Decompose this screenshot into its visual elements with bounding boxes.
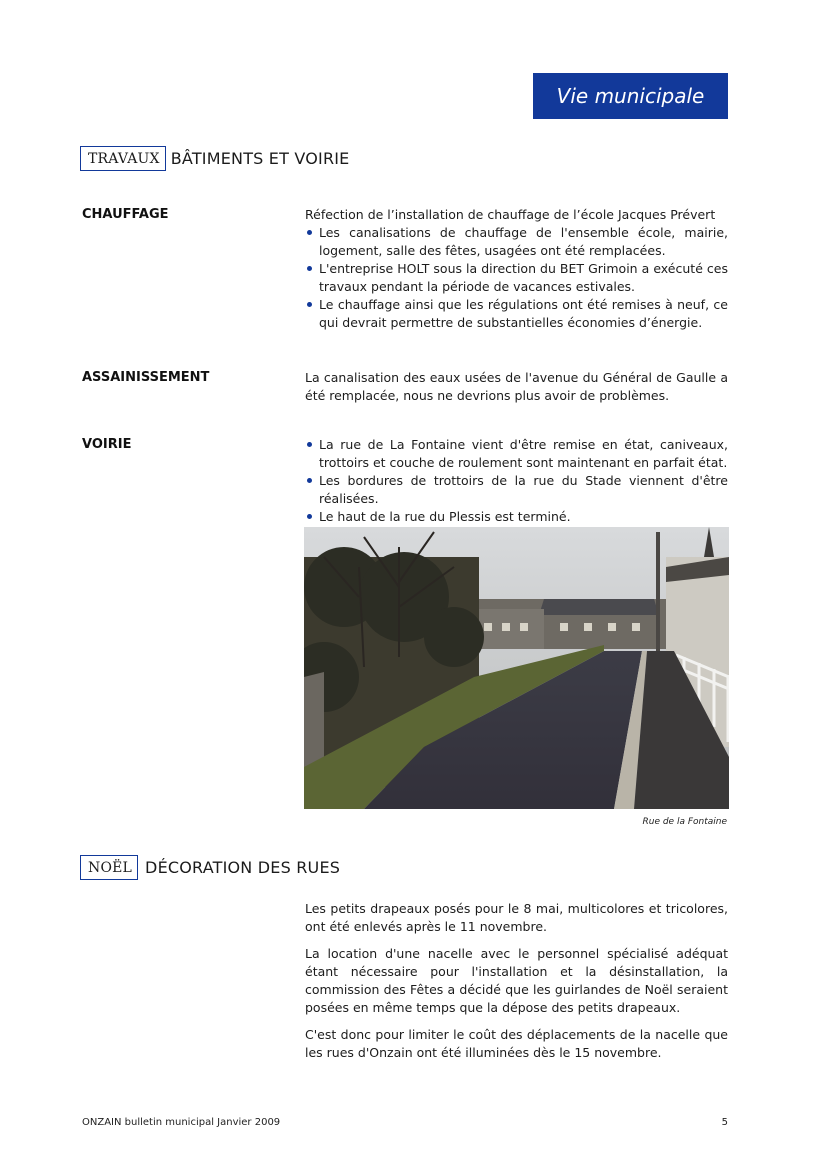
- list-item: Les canalisations de chauffage de l'ensemble école, mairie, logement, salle des fêtes, usagées ont été remplacées.: [305, 224, 728, 260]
- voirie-list: [305, 436, 728, 526]
- footer-publication: ONZAIN bulletin municipal Janvier 2009: [82, 1117, 281, 1128]
- list-item: La rue de La Fontaine vient d'être remise en état, caniveaux, trottoirs et couche de roulement sont maintenant en parfait état.: [305, 436, 728, 472]
- chauffage-list: [305, 224, 728, 332]
- banner-title: Vie municipale: [556, 84, 705, 108]
- noel-title: DÉCORATION DES RUES: [145, 858, 341, 877]
- chauffage-body: [305, 206, 728, 332]
- street-photo: [304, 527, 729, 809]
- noel-tag: NOËL: [80, 855, 138, 880]
- assainissement-text: La canalisation des eaux usées de l'avenue du Général de Gaulle a été remplacée, nous ne devrions plus avoir de problèmes.: [305, 370, 728, 403]
- bullet-icon: [307, 302, 312, 307]
- page-number: 5: [721, 1117, 728, 1128]
- noel-paragraph: C'est donc pour limiter le coût des déplacements de la nacelle que les rues d'Onzain ont été illuminées dès le 15 novembre.: [305, 1027, 728, 1060]
- chauffage-label: CHAUFFAGE: [82, 207, 169, 222]
- assainissement-body: [305, 369, 728, 405]
- bullet-icon: [307, 442, 312, 447]
- bullet-icon: [307, 230, 312, 235]
- travaux-heading: [80, 146, 350, 171]
- voirie-body: [305, 436, 728, 526]
- chauffage-intro: Réfection de l’installation de chauffage de l’école Jacques Prévert: [305, 207, 716, 222]
- bullet-icon: [307, 266, 312, 271]
- travaux-title: BÂTIMENTS ET VOIRIE: [170, 149, 350, 168]
- bullet-icon: [307, 478, 312, 483]
- assainissement-label: ASSAINISSEMENT: [82, 370, 210, 385]
- list-item: L'entreprise HOLT sous la direction du BET Grimoin a exécuté ces travaux pendant la période de vacances estivales.: [305, 260, 728, 296]
- travaux-tag: TRAVAUX: [80, 146, 166, 171]
- noel-paragraph: La location d'une nacelle avec le personnel spécialisé adéquat étant nécessaire pour l'installation et la désinstallation, la commission des Fêtes a décidé que les guirlandes de Noël seraient posées en même temps que la dépose des petits drapeaux.: [305, 946, 728, 1015]
- photo-caption: Rue de la Fontaine: [642, 817, 727, 827]
- bullet-icon: [307, 514, 312, 519]
- noel-paragraph: Les petits drapeaux posés pour le 8 mai, multicolores et tricolores, ont été enlevés après le 11 novembre.: [305, 901, 728, 934]
- voirie-label: VOIRIE: [82, 437, 132, 452]
- list-item: Le chauffage ainsi que les régulations ont été remises à neuf, ce qui devrait permettre de substantielles économies d’énergie.: [305, 296, 728, 332]
- section-banner: [533, 73, 728, 119]
- noel-heading: [80, 855, 340, 880]
- list-item: Le haut de la rue du Plessis est terminé.: [305, 508, 728, 526]
- list-item: Les bordures de trottoirs de la rue du Stade viennent d'être réalisées.: [305, 472, 728, 508]
- noel-body: [305, 900, 728, 1071]
